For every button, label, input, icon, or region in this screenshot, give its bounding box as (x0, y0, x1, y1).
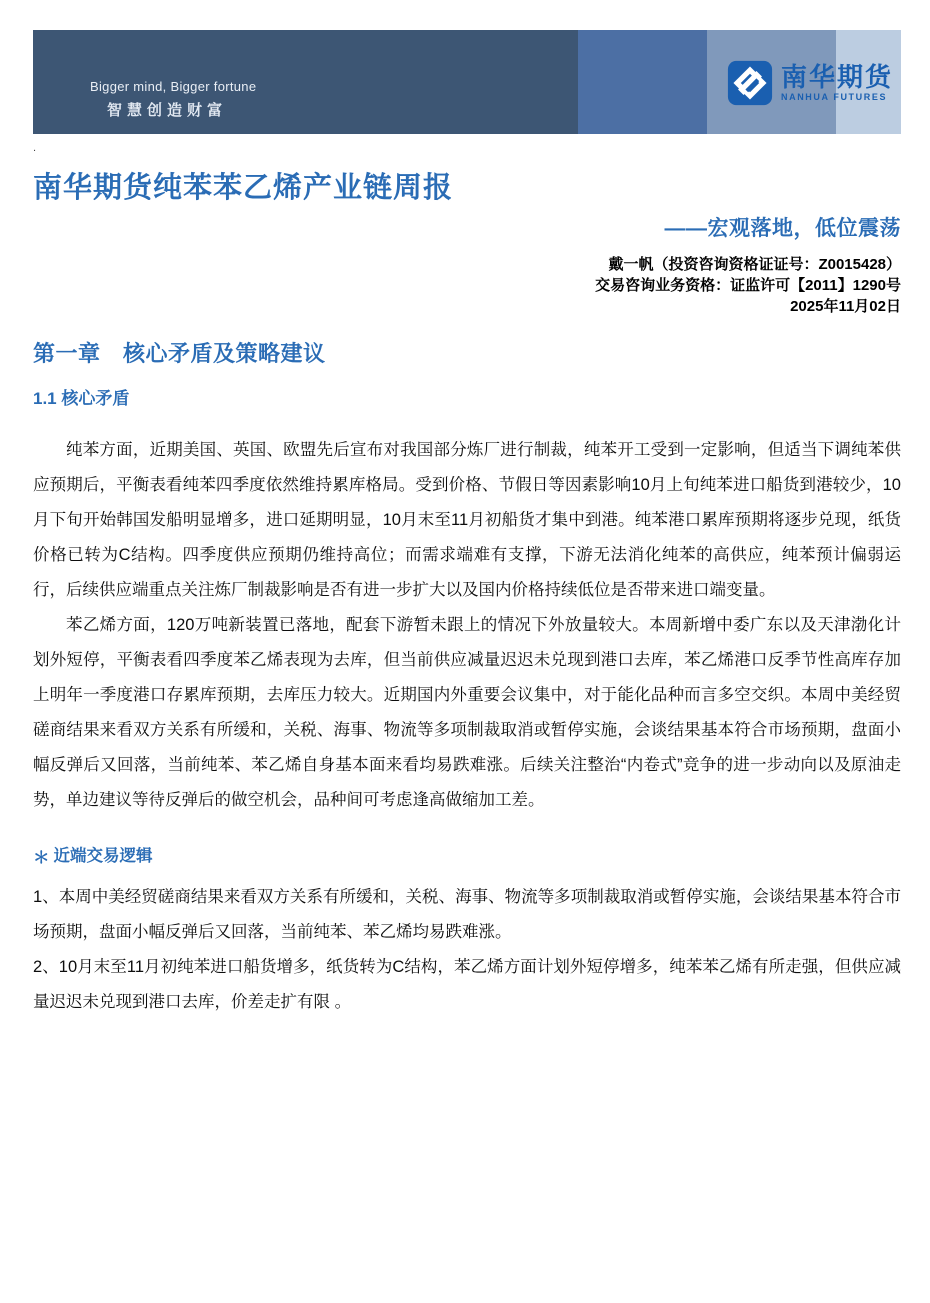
report-subtitle: ——宏观落地，低位震荡 (664, 217, 901, 240)
company-logo (727, 60, 893, 106)
paragraph-styrene: 苯乙烯方面，120万吨新装置已落地，配套下游暂未跟上的情况下外放量较大。本周新增中委广东以及天津渤化计划外短停，平衡表看四季度苯乙烯表现为去库，但当前供应减量迟迟未兑现到港口去库，苯乙烯港口反季节性高库存加上明年一季度港口存累库预期，去库压力较大。近期国内外重要会议集中，对于能化品种而言多空交织。本周中美经贸磋商结果来看双方关系有所缓和，关税、海事、物流等多项制裁取消或暂停实施，会谈结果基本符合市场预期，盘面小幅反弹后又回落，当前纯苯、苯乙烯自身基本面来看均易跌难涨。后续关注整治“内卷式”竞争的进一步动向以及原油走势，单边建议等待反弹后的做空机会，品种间可考虑逢高做缩加工差。 (33, 616, 901, 809)
nanhua-diamond-logo-icon (727, 60, 773, 106)
header-band-blue (578, 30, 707, 134)
slogan-chinese: 智慧创造财富 (107, 102, 228, 119)
trade-logic-point-1: 1、本周中美经贸磋商结果来看双方关系有所缓和，关税、海事、物流等多项制裁取消或暂停实施，会谈结果基本符合市场预期，盘面小幅反弹后又回落，当前纯苯、苯乙烯均易跌难涨。 (33, 888, 901, 941)
logo-chinese-name: 南华期货 (781, 62, 894, 92)
near-term-trade-logic-heading (33, 844, 901, 868)
paragraph-pure-benzene: 纯苯方面，近期美国、英国、欧盟先后宣布对我国部分炼厂进行制裁，纯苯开工受到一定影响，但适当下调纯苯供应预期后，平衡表看纯苯四季度依然维持累库格局。受到价格、节假日等因素影响10月上旬纯苯进口船货到港较少，10月下旬开始韩国发船明显增多，进口延期明显，10月末至11月初船货才集中到港。纯苯港口累库预期将逐步兑现，纸货价格已转为C结构。四季度供应预期仍维持高位；而需求端难有支撑，下游无法消化纯苯的高供应，纯苯预计偏弱运行，后续供应端重点关注炼厂制裁影响是否有进一步扩大以及国内价格持续低位是否带来进口端变量。 (33, 441, 901, 599)
chapter-title: 第一章 核心矛盾及策略建议 (33, 341, 326, 366)
stray-dot: . (33, 142, 37, 154)
asterisk-marker: ＊ (33, 849, 50, 867)
report-date: 2025年11月02日 (790, 298, 901, 315)
logo-english-name: NANHUA FUTURES (781, 92, 888, 102)
report-meta (33, 254, 901, 317)
document-content (33, 134, 901, 1020)
qualification-line: 交易咨询业务资格：证监许可【2011】1290号 (595, 277, 901, 294)
trade-logic-point-2: 2、10月末至11月初纯苯进口船货增多，纸货转为C结构，苯乙烯方面计划外短停增多，纯苯苯乙烯有所走强，但供应减量迟迟未兑现到港口去库，价差走扩有限 。 (33, 958, 901, 1011)
section-title: 1.1 核心矛盾 (33, 389, 130, 408)
slogan-english: Bigger mind, Bigger fortune (90, 79, 257, 94)
author-line: 戴一帆（投资咨询资格证证号：Z0015428） (608, 256, 901, 273)
header-band-dark (33, 30, 578, 134)
trade-logic-heading-label: 近端交易逻辑 (53, 847, 153, 865)
header-banner (33, 30, 901, 134)
logo-text (781, 64, 893, 102)
report-title: 南华期货纯苯苯乙烯产业链周报 (33, 172, 454, 204)
